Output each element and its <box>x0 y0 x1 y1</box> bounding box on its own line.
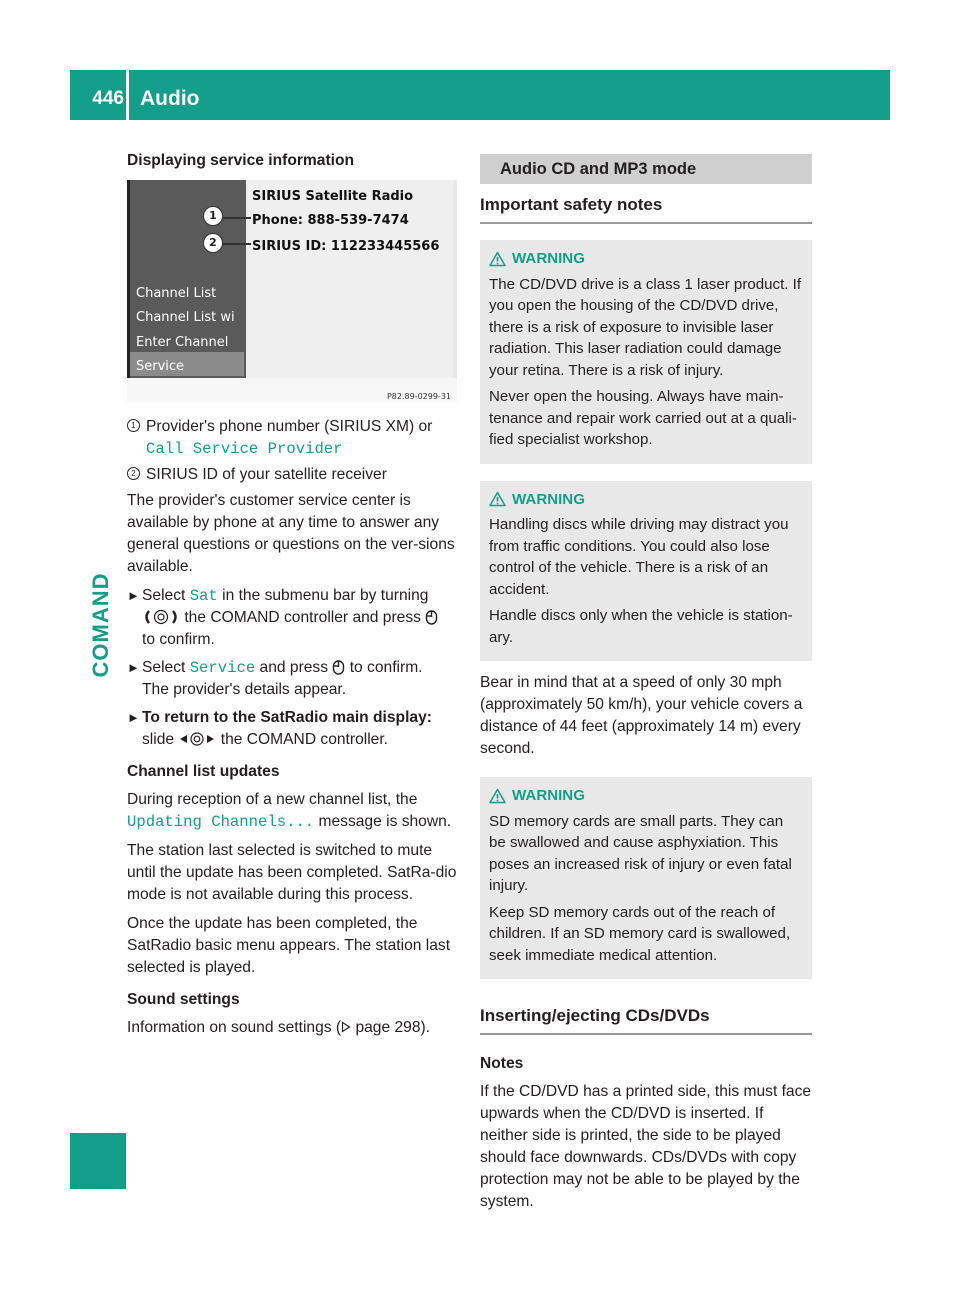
warning-box <box>480 481 812 662</box>
paragraph: If the CD/DVD has a printed side, this must face upwards when the CD/DVD is inserted. If neither side is printed, the side to be played should face downwards. CDs/DVDs with copy protection may not be able to be played by the system. <box>480 1083 812 1210</box>
step-arrow-icon: ► <box>127 710 140 725</box>
subheading-sound-settings: Sound settings <box>127 991 240 1008</box>
callout-text: SIRIUS ID of your satellite receiver <box>146 466 387 483</box>
instruction-step: ► Select Service and press to confirm. The provider's details appear. <box>127 657 460 701</box>
page-title: Audio <box>140 87 200 110</box>
warning-triangle-icon <box>489 251 506 267</box>
callout-line <box>223 217 251 219</box>
instruction-step: ► To return to the SatRadio main display: slide the COMAND controller. <box>127 707 460 751</box>
image-code: P82.89-0299-31 <box>386 392 451 401</box>
heading-safety-notes: Important safety notes <box>480 194 812 224</box>
screen-info-id: SIRIUS ID: 112233445566 <box>252 239 440 254</box>
screen-menu-item: Enter Channel <box>136 335 229 350</box>
page-header <box>70 70 890 120</box>
paragraph: During reception of a new channel list, the Updating Channels... message is shown. <box>127 791 452 831</box>
callout-1 <box>127 416 460 460</box>
display-text-call-service: Call Service Provider <box>146 440 343 458</box>
screen-info-title: SIRIUS Satellite Radio <box>252 189 414 204</box>
warning-title: WARNING <box>489 489 804 511</box>
screen-menu-item: Service <box>136 359 185 374</box>
display-text-service: Service <box>189 659 256 677</box>
callout-number: 1 <box>127 419 140 432</box>
controller-slide-icon <box>178 732 216 746</box>
warning-text: The CD/DVD drive is a class 1 laser product. If you open the housing of the CD/DVD drive, there is a risk of exposure to invisible laser radiation. This laser radiation could damage your retina. There is a risk of injury. <box>489 275 802 379</box>
screen-menu-item: Channel List wi <box>136 310 235 325</box>
warning-title: WARNING <box>489 248 804 270</box>
header-separator <box>126 70 129 120</box>
side-marker <box>70 1133 126 1189</box>
callout-badge-2: 2 <box>203 233 223 253</box>
paragraph: Information on sound settings ( page 298). <box>127 1019 431 1036</box>
warning-text: SD memory cards are small parts. They can be swallowed and cause asphyxiation. This poses an increased risk of injury or even fatal injury. <box>489 812 792 894</box>
instruction-step: ► Select Sat in the submenu bar by turning the COMAND controller and press to confirm. <box>127 585 460 651</box>
display-text-updating: Updating Channels... <box>127 813 315 831</box>
warning-triangle-icon <box>489 788 506 804</box>
paragraph: Once the update has been completed, the SatRadio basic menu appears. The station last selected is played. <box>127 915 451 976</box>
subheading-notes: Notes <box>480 1055 524 1072</box>
paragraph: The station last selected is switched to mute until the update has been completed. SatRa-dio mode is not available during this process. <box>127 842 457 903</box>
step-arrow-icon: ► <box>127 588 140 603</box>
paragraph: Bear in mind that at a speed of only 30 mph (approximately 50 km/h), your vehicle covers a distance of 44 feet (approximately 14 m) every second. <box>480 674 803 757</box>
display-text-sat: Sat <box>189 587 218 605</box>
callout-text: Provider's phone number (SIRIUS XM) or <box>146 418 433 435</box>
callout-number: 2 <box>127 467 140 480</box>
controller-turn-icon <box>142 609 180 625</box>
right-column <box>480 150 812 1220</box>
side-tab-label: COMAND <box>88 572 113 678</box>
screen-info-phone: Phone: 888-539-7474 <box>252 213 409 228</box>
side-tab <box>86 570 116 680</box>
callout-badge-1: 1 <box>203 206 223 226</box>
display-screenshot <box>127 180 457 402</box>
section-heading-service: Displaying service information <box>127 152 355 169</box>
warning-box <box>480 240 812 464</box>
page-ref-triangle-icon[interactable] <box>341 1021 351 1033</box>
controller-press-icon <box>332 659 345 675</box>
step-arrow-icon: ► <box>127 660 140 675</box>
warning-triangle-icon <box>489 491 506 507</box>
warning-text: Handling discs while driving may distract you from traffic conditions. You could also lose control of the vehicle. There is a risk of an accident. <box>489 516 789 598</box>
callout-line <box>223 243 251 245</box>
screen-menu-item: Channel List <box>136 286 217 301</box>
heading-inserting: Inserting/ejecting CDs/DVDs <box>480 1005 812 1035</box>
warning-title: WARNING <box>489 785 804 807</box>
paragraph: The provider's customer service center is available by phone at any time to answer any general questions or questions on the ver-sions available. <box>127 492 455 575</box>
callout-2 <box>127 464 460 486</box>
warning-text: Handle discs only when the vehicle is station-ary. <box>489 607 793 646</box>
warning-text: Never open the housing. Always have main-tenance and repair work carried out at a quali-fied specialist workshop. <box>489 388 797 448</box>
subheading-channel-list: Channel list updates <box>127 763 280 780</box>
controller-press-icon <box>425 609 438 625</box>
left-column <box>127 150 460 1046</box>
section-bar-audio-cd: Audio CD and MP3 mode <box>480 154 812 184</box>
page-number: 446 <box>92 88 124 109</box>
warning-text: Keep SD memory cards out of the reach of children. If an SD memory card is swallowed, seek immediate medical attention. <box>489 903 791 964</box>
warning-box <box>480 777 812 979</box>
